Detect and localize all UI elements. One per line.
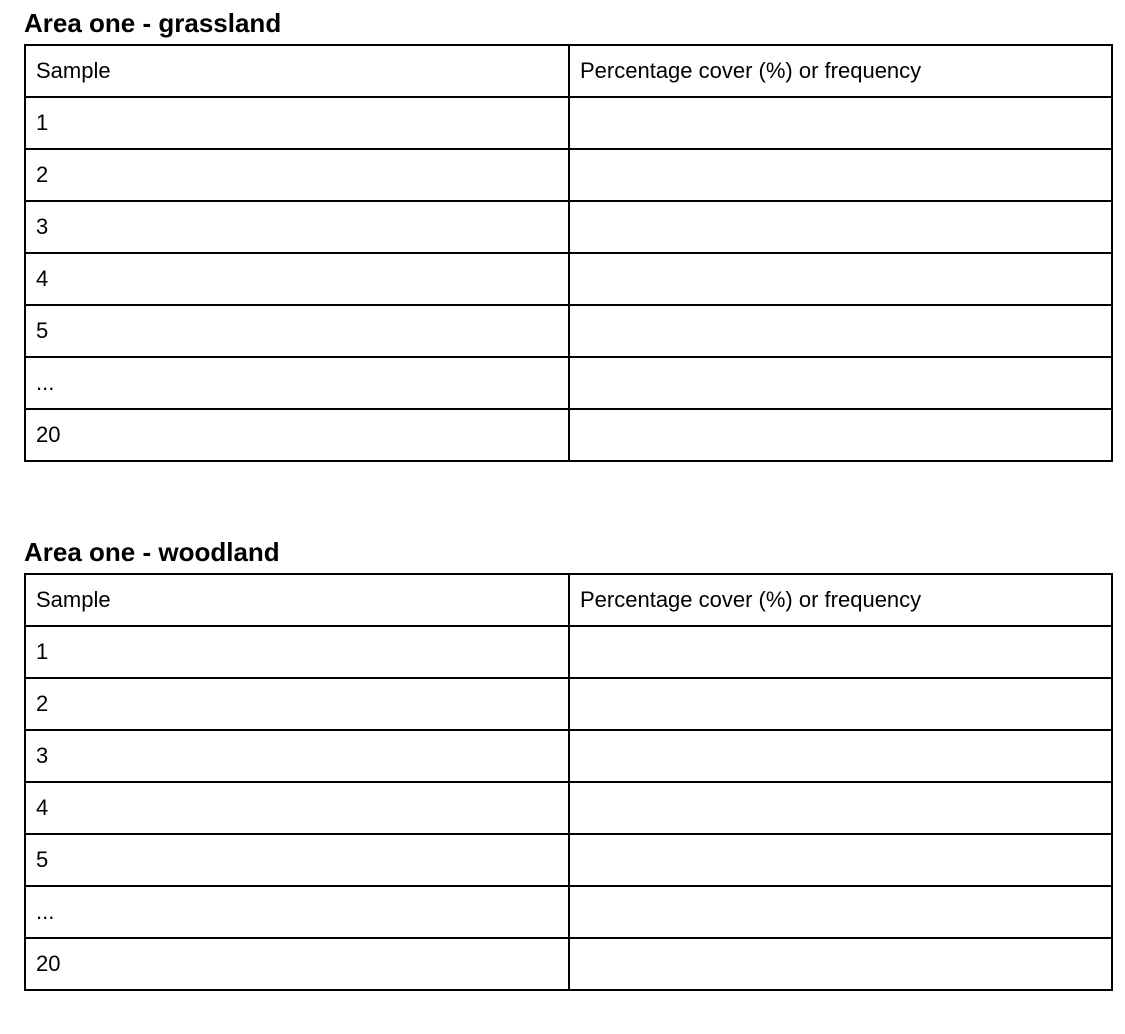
sample-cell: 1	[25, 626, 569, 678]
table-row	[25, 626, 1112, 678]
grassland-table	[24, 44, 1113, 462]
table-row	[25, 305, 1112, 357]
value-cell[interactable]	[569, 253, 1112, 305]
sample-cell: 4	[25, 782, 569, 834]
value-cell[interactable]	[569, 678, 1112, 730]
header-sample: Sample	[25, 45, 569, 97]
sample-cell: 4	[25, 253, 569, 305]
table-row	[25, 149, 1112, 201]
table-row	[25, 678, 1112, 730]
header-percentage-cover: Percentage cover (%) or frequency	[569, 574, 1112, 626]
table-row	[25, 97, 1112, 149]
sample-cell: 2	[25, 678, 569, 730]
value-cell[interactable]	[569, 886, 1112, 938]
value-cell[interactable]	[569, 730, 1112, 782]
table-row	[25, 253, 1112, 305]
value-cell[interactable]	[569, 97, 1112, 149]
table-header-row	[25, 45, 1112, 97]
woodland-section	[24, 537, 1111, 991]
value-cell[interactable]	[569, 626, 1112, 678]
value-cell[interactable]	[569, 834, 1112, 886]
grassland-section	[24, 8, 1111, 462]
sample-cell: 2	[25, 149, 569, 201]
section-title: Area one - woodland	[24, 537, 280, 567]
header-percentage-cover: Percentage cover (%) or frequency	[569, 45, 1112, 97]
table-row	[25, 201, 1112, 253]
table-row	[25, 409, 1112, 461]
table-header-row	[25, 574, 1112, 626]
sample-cell: 20	[25, 409, 569, 461]
table-row	[25, 357, 1112, 409]
table-row	[25, 782, 1112, 834]
table-row	[25, 886, 1112, 938]
sample-cell: 20	[25, 938, 569, 990]
sample-cell: 5	[25, 305, 569, 357]
sample-cell: 5	[25, 834, 569, 886]
sample-cell: ...	[25, 357, 569, 409]
section-title: Area one - grassland	[24, 8, 282, 38]
value-cell[interactable]	[569, 409, 1112, 461]
sample-cell: 1	[25, 97, 569, 149]
value-cell[interactable]	[569, 305, 1112, 357]
header-sample: Sample	[25, 574, 569, 626]
table-row	[25, 730, 1112, 782]
table-row	[25, 834, 1112, 886]
value-cell[interactable]	[569, 149, 1112, 201]
sample-cell: 3	[25, 730, 569, 782]
sample-cell: ...	[25, 886, 569, 938]
value-cell[interactable]	[569, 938, 1112, 990]
value-cell[interactable]	[569, 201, 1112, 253]
woodland-table	[24, 573, 1113, 991]
sample-cell: 3	[25, 201, 569, 253]
value-cell[interactable]	[569, 357, 1112, 409]
value-cell[interactable]	[569, 782, 1112, 834]
table-row	[25, 938, 1112, 990]
